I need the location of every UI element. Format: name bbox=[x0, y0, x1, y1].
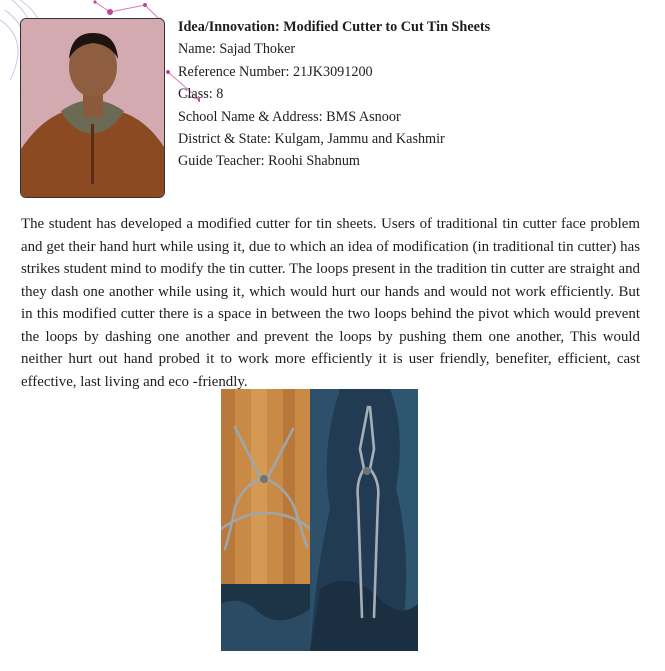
guide-teacher: Guide Teacher: Roohi Shabnum bbox=[178, 153, 360, 170]
cutter-photos bbox=[221, 389, 418, 651]
student-name: Name: Sajad Thoker bbox=[178, 41, 296, 58]
profile-info bbox=[178, 16, 490, 173]
cutter-photo-fabric bbox=[310, 389, 418, 651]
reference-number: Reference Number: 21JK3091200 bbox=[178, 63, 373, 80]
description-paragraph: The student has developed a modified cutter for tin sheets. Users of traditional tin cutter face problem and get their hand hurt while using it, due to which an idea of modification (in traditional tin cutter) has strikes student mind to modify the tin cutter. The loops present in the tradition tin cutter are straight and they dash one another while using it, which would hurt our hands and would not work efficiently. But in this modified cutter there is a space in between the two loops behind the pivot which would prevent the loops by dashing one another and prevent the loops by pushing them one another, This would neither hurt out hand probed it to work more efficiently it is user friendly, benefiter, efficient, cast effective, last living and eco -friendly. bbox=[21, 216, 640, 390]
idea-title: Idea/Innovation: Modified Cutter to Cut Tin Sheets bbox=[178, 19, 491, 35]
cutter-photo-wood bbox=[221, 389, 310, 651]
school-address: School Name & Address: BMS Asnoor bbox=[178, 108, 401, 125]
class: Class: 8 bbox=[178, 86, 224, 103]
student-photo bbox=[20, 18, 165, 198]
district-state: District & State: Kulgam, Jammu and Kashmir bbox=[178, 131, 445, 148]
